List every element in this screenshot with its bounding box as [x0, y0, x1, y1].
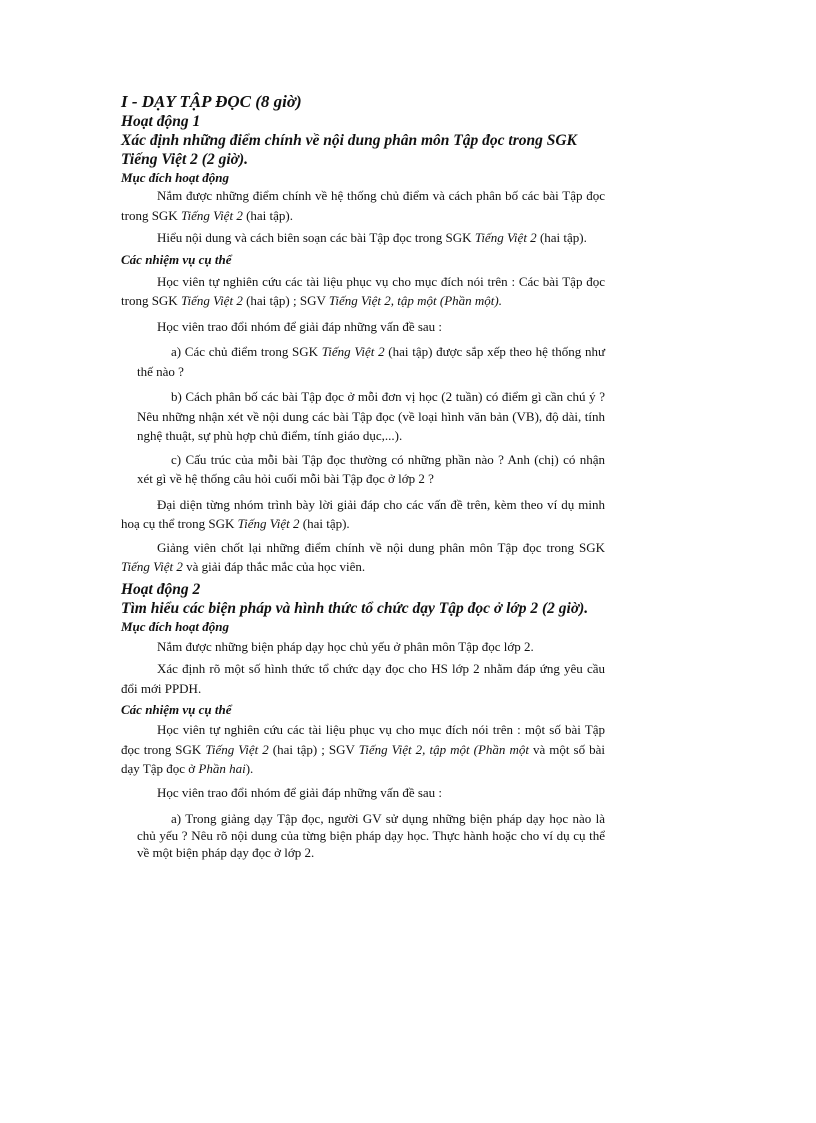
activity-1-purpose-heading: Mục đích hoạt động [121, 170, 229, 185]
activity-1-item-c: c) Cấu trúc của mỗi bài Tập đọc thường có những phần nào ? Anh (chị) có nhận xét gì về hệ thống câu hỏi cuối mỗi bài Tập đọc ở lớp 2 ? [137, 451, 605, 486]
section-title: I - DẠY TẬP ĐỌC (8 giờ) [121, 92, 302, 111]
activity-1-tasks-paragraph-3: Đại diện từng nhóm trình bày lời giải đáp cho các vấn đề trên, kèm theo ví dụ minh hoạ cụ thể trong SGK Tiếng Việt 2 (hai tập). [121, 496, 605, 531]
activity-1-title-line1: Xác định những điểm chính về nội dung phân môn Tập đọc trong SGK [121, 132, 577, 149]
activity-2-purpose-paragraph-2: Xác định rõ một số hình thức tổ chức dạy đọc cho HS lớp 2 nhằm đáp ứng yêu cầu đổi mới PPDH. [121, 661, 605, 696]
activity-2-title: Tìm hiểu các biện pháp và hình thức tổ chức dạy Tập đọc ở lớp 2 (2 giờ). [121, 599, 589, 617]
activity-2-label: Hoạt động 2 [121, 580, 201, 598]
activity-1-purpose-paragraph-1: Nắm được những điểm chính về hệ thống chủ điểm và cách phân bố các bài Tập đọc trong SGK Tiếng Việt 2 (hai tập). [121, 188, 605, 223]
activity-2-tasks-paragraph-1: Học viên tự nghiên cứu các tài liệu phục vụ cho mục đích nói trên : một số bài Tập đọc trong SGK Tiếng Việt 2 (hai tập) ; SGV Tiếng Việt 2, tập một (Phần một và một số bài dạy Tập đọc ở Phần hai). [121, 722, 606, 776]
activity-1-tasks-paragraph-2: Học viên trao đổi nhóm để giải đáp những vấn đề sau : [157, 318, 443, 334]
activity-1-purpose-paragraph-2: Hiểu nội dung và cách biên soạn các bài Tập đọc trong SGK Tiếng Việt 2 (hai tập). [157, 230, 587, 245]
activity-1-tasks-paragraph-4: Giảng viên chốt lại những điểm chính về nội dung phân môn Tập đọc trong SGK Tiếng Việt 2 và giải đáp thắc mắc của học viên. [121, 539, 605, 574]
activity-1-tasks-heading: Các nhiệm vụ cụ thể [121, 251, 232, 267]
activity-1-tasks-paragraph-1: Học viên tự nghiên cứu các tài liệu phục vụ cho mục đích nói trên : Các bài Tập đọc trong SGK Tiếng Việt 2 (hai tập) ; SGV Tiếng Việt 2, tập một (Phần một). [121, 273, 605, 308]
activity-2-tasks-paragraph-2: Học viên trao đổi nhóm để giải đáp những vấn đề sau : [157, 784, 443, 800]
activity-1-item-b: b) Cách phân bố các bài Tập đọc ở mỗi đơn vị học (2 tuần) có điểm gì cần chú ý ? Nêu những nhận xét về nội dung các bài Tập đọc (về loại hình văn bản (VB), độ dài, tính nghệ thuật, sự phù hợp chủ điểm, tính giáo dục,...). [137, 389, 605, 443]
activity-2-purpose-paragraph-1: Nắm được những biện pháp dạy học chủ yếu ở phân môn Tập đọc lớp 2. [157, 638, 534, 654]
activity-1-title [121, 131, 605, 169]
document-page [121, 92, 605, 864]
activity-1-label: Hoạt động 1 [121, 113, 201, 130]
activity-1-item-a: a) Các chủ điểm trong SGK Tiếng Việt 2 (hai tập) được sắp xếp theo hệ thống như thế nào ? [137, 344, 605, 379]
activity-2-purpose-heading: Mục đích hoạt động [121, 618, 229, 634]
activity-2-tasks-heading: Các nhiệm vụ cụ thể [121, 702, 232, 717]
activity-2-item-a: a) Trong giảng dạy Tập đọc, người GV sử dụng những biện pháp dạy học nào là chủ yếu ? Nêu rõ nội dung của từng biện pháp dạy học. Thực hành hoặc cho ví dụ cụ thể về một biện pháp dạy đọc ở lớp 2. [137, 811, 605, 860]
activity-1-title-line2: Tiếng Việt 2 (2 giờ). [121, 151, 248, 168]
